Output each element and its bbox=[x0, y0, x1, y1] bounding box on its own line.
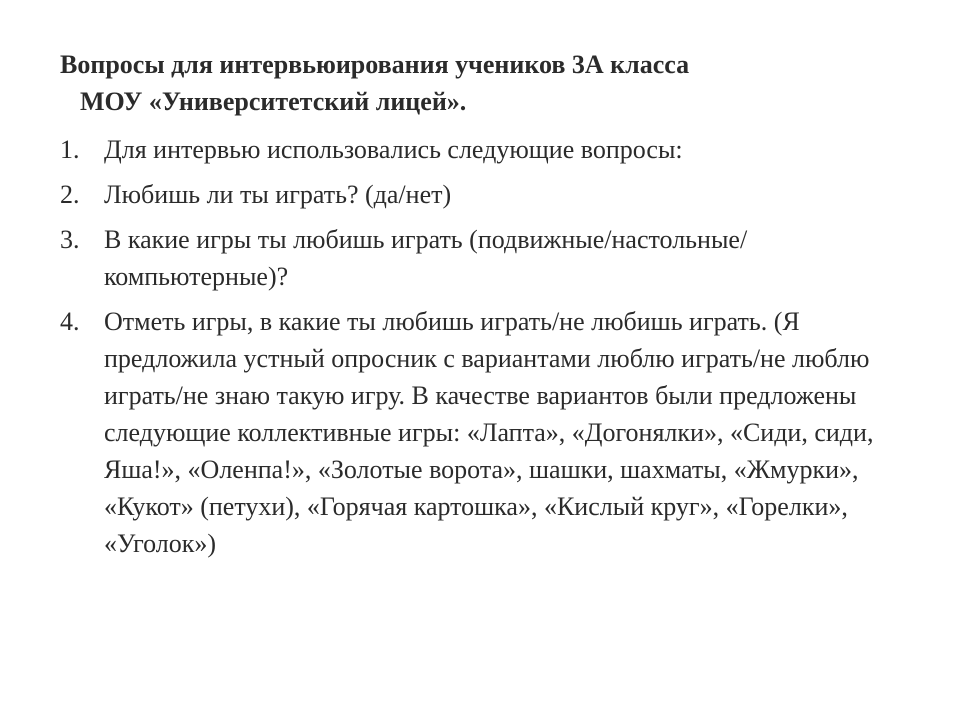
list-item bbox=[60, 303, 900, 562]
question-list bbox=[60, 131, 900, 570]
item-text: Отметь игры, в какие ты любишь играть/не любишь играть. (Я предложила устный опросник с вариантами люблю играть/не люблю играть/не знаю такую игру. В качестве вариантов были предложены следующие коллективные игры: «Лапта», «Догонялки», «Сиди, сиди, Яша!», «Оленпа!», «Золотые ворота», шашки, шахматы, «Жмурки», «Кукот» (петухи), «Горячая картошка», «Кислый круг», «Горелки», «Уголок») bbox=[104, 307, 874, 558]
list-item bbox=[60, 221, 900, 295]
item-text: Любишь ли ты играть? (да/нет) bbox=[104, 180, 452, 209]
item-text: Для интервью использовались следующие вопросы: bbox=[104, 135, 683, 164]
item-number: 1. bbox=[60, 135, 80, 164]
item-number: 2. bbox=[60, 180, 80, 209]
title-line-2: МОУ «Университетский лицей». bbox=[80, 87, 467, 116]
item-number: 3. bbox=[60, 225, 80, 254]
item-text: В какие игры ты любишь играть (подвижные/настольные/компьютерные)? bbox=[104, 225, 748, 291]
list-item bbox=[60, 176, 900, 213]
list-item bbox=[60, 131, 900, 168]
item-number: 4. bbox=[60, 307, 80, 336]
slide-title bbox=[60, 46, 900, 120]
title-line-1: Вопросы для интервьюирования учеников 3А класса bbox=[60, 50, 690, 79]
